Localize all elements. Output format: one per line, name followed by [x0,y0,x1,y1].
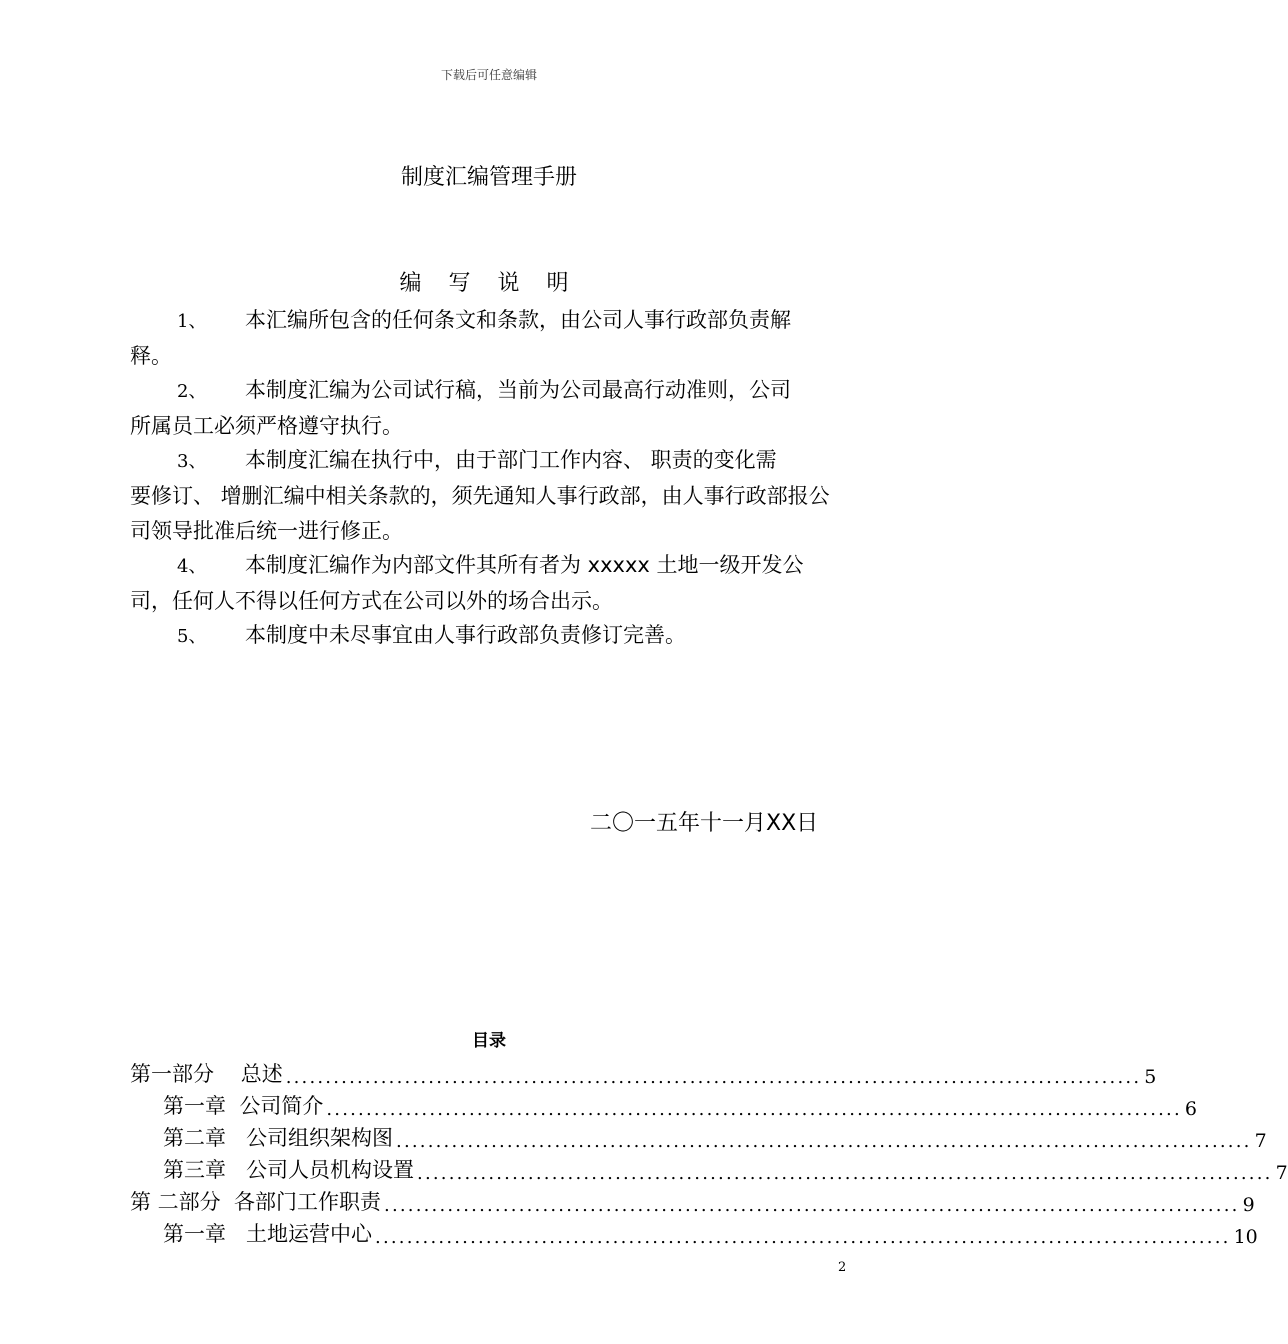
paragraph-continuation: 司，任何人不得以任何方式在公司以外的场合出示。 [130,589,613,613]
toc-title: 目录 [472,1031,506,1051]
page-number: 2 [838,1260,847,1275]
paragraph-continuation: 所属员工必须严格遵守执行。 [130,414,403,438]
section-title: 编 写 说 明 [399,271,579,296]
toc-entry-page: 7 [1254,1130,1267,1152]
paragraph-text: 本制度中未尽事宜由人事行政部负责修订完善。 [245,623,686,647]
paragraph-text: 本制度汇编为公司试行稿，当前为公司最高行动准则，公司 [245,378,791,402]
toc-leader-dots: ............................................................................................................ [384,1195,1240,1216]
toc-entry-page: 9 [1242,1194,1255,1216]
toc-entry-label: 第三章 公司人员机构设置 [163,1158,415,1182]
toc-entry[interactable] [130,1088,1197,1120]
paragraph-5 [130,618,848,654]
paragraph-number: 1、 [177,311,207,332]
paragraph-text: 本制度汇编作为内部文件其所有者为 xxxxx 土地一级开发公 [245,553,804,577]
paragraph-2 [130,373,848,444]
toc-entry[interactable] [130,1120,1267,1152]
header-note: 下载后可任意编辑 [440,68,537,82]
paragraph-continuation: 释。 [130,344,172,368]
paragraph-4 [130,548,848,619]
toc-entry[interactable] [130,1184,1255,1216]
toc-entry[interactable] [130,1152,1288,1184]
document-title: 制度汇编管理手册 [400,165,577,190]
toc-leader-dots: ............................................................................................................ [417,1163,1273,1184]
toc-leader-dots: ............................................................................................................ [375,1227,1231,1248]
paragraph-continuation: 要修订、 增删汇编中相关条款的，须先通知人事行政部，由人事行政部报公司领导批准后统一进行修正。 [130,484,830,543]
toc-entry-page: 10 [1233,1226,1258,1248]
paragraph-text: 本制度汇编在执行中，由于部门工作内容、 职责的变化需 [245,448,777,472]
toc-entry-page: 5 [1144,1066,1157,1088]
paragraph-number: 4、 [177,556,207,577]
paragraph-1 [130,303,848,374]
toc-leader-dots: ............................................................................................................ [285,1067,1142,1088]
paragraph-number: 5、 [177,626,207,647]
document-date: 二〇一五年十一月XX日 [590,811,819,836]
toc-entry-label: 第二章 公司组织架构图 [163,1126,394,1150]
toc-entry-label: 第一章 公司简介 [163,1094,324,1118]
toc-leader-dots: ............................................................................................................ [326,1099,1182,1120]
paragraph-text: 本汇编所包含的任何条文和条款，由公司人事行政部负责解 [245,308,791,332]
paragraph-number: 3、 [177,451,207,472]
toc-leader-dots: ............................................................................................................ [396,1131,1252,1152]
paragraph-3 [130,443,848,549]
paragraph-number: 2、 [177,381,207,402]
toc-entry-label: 第 二部分 各部门工作职责 [130,1190,382,1214]
toc-entry-page: 6 [1184,1098,1197,1120]
toc-entry-label: 第一部分 总述 [130,1062,283,1086]
table-of-contents [130,1056,1288,1248]
toc-entry-label: 第一章 土地运营中心 [163,1222,373,1246]
toc-entry-page: 7 [1275,1162,1288,1184]
toc-entry[interactable] [130,1216,1258,1248]
toc-entry[interactable] [130,1056,1157,1088]
